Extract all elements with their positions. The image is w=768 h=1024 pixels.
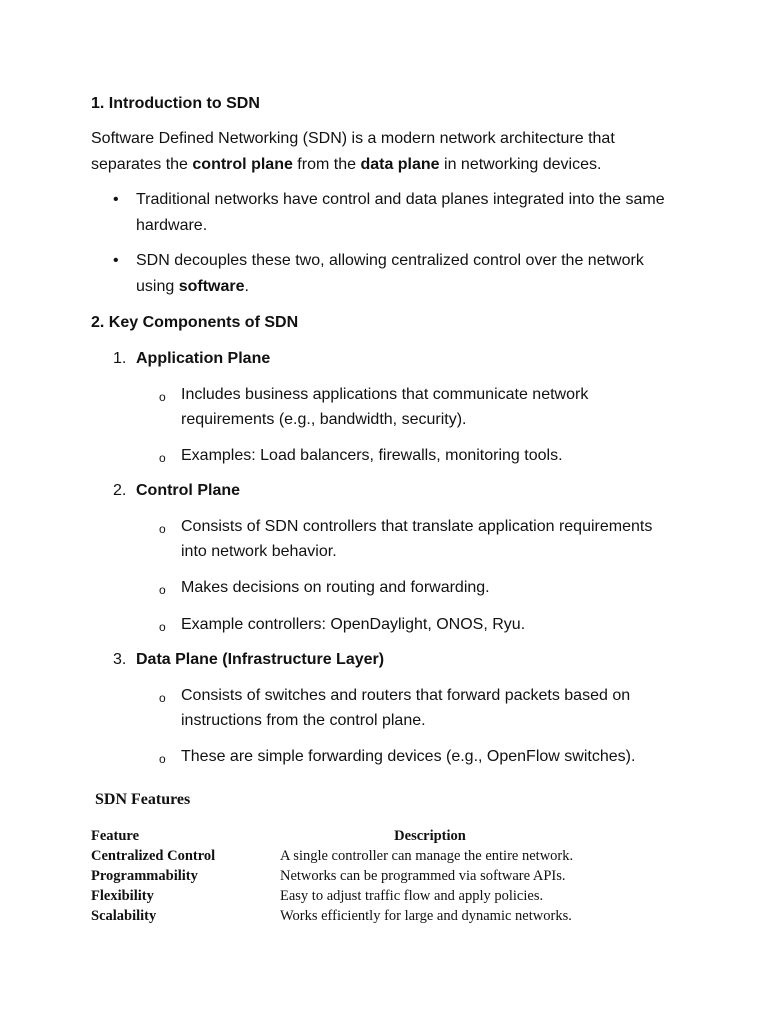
item-1-point-1-line-2: requirements (e.g., bandwidth, security). [181,411,467,428]
bullet-1-marker: • [113,191,119,208]
table-row [91,888,580,908]
description-cell: Easy to adjust traffic flow and apply policies. [280,888,544,904]
bullet-2-software: software [178,278,245,295]
sub-marker-icon: o [159,451,166,465]
feature-cell: Flexibility [91,888,154,904]
intro-text-e: in networking devices. [439,156,602,173]
sub-marker-icon: o [159,522,166,536]
item-1-point-1-line-1: Includes business applications that communicate network [181,386,589,403]
description-cell: A single controller can manage the entire network. [280,848,574,864]
table-row [91,848,580,868]
intro-paragraph-line-2 [91,156,601,174]
sub-marker-icon: o [159,752,166,766]
sub-marker-icon: o [159,691,166,705]
section-1-heading: 1. Introduction to SDN [91,95,260,112]
intro-text-c: from the [292,156,361,173]
feature-cell: Programmability [91,868,198,884]
item-3-point-1-line-1: Consists of switches and routers that forward packets based on [181,687,631,704]
sub-marker-icon: o [159,583,166,597]
bullet-1-line-2: hardware. [136,217,208,234]
bullet-2-text-c: . [244,278,249,295]
item-2-point-3: Example controllers: OpenDaylight, ONOS, Ryu. [181,616,526,633]
feature-cell: Centralized Control [91,848,216,864]
item-2-number: 2. [113,482,127,499]
item-1-number: 1. [113,350,127,367]
intro-text-a: separates the [91,156,193,173]
table-header-row [91,828,580,848]
bullet-1-line-1: Traditional networks have control and data planes integrated into the same [136,191,665,208]
item-2-title: Control Plane [136,482,241,499]
item-2-point-1-line-2: into network behavior. [181,543,337,560]
table-row [91,908,580,928]
feature-cell: Scalability [91,908,157,924]
item-2-point-1-line-1: Consists of SDN controllers that translate application requirements [181,518,653,535]
bullet-2-line-2 [136,278,249,296]
features-table [91,828,580,928]
bullet-2-text-a: using [136,278,179,295]
sub-marker-icon: o [159,390,166,404]
item-2-point-2: Makes decisions on routing and forwarding. [181,579,490,596]
bullet-2-line-1: SDN decouples these two, allowing centralized control over the network [136,252,644,269]
section-2-heading: 2. Key Components of SDN [91,314,299,331]
item-3-point-2: These are simple forwarding devices (e.g., OpenFlow switches). [181,748,636,765]
intro-data-plane: data plane [360,156,440,173]
sub-marker-icon: o [159,620,166,634]
bullet-2-marker: • [113,252,119,269]
description-cell: Works efficiently for large and dynamic networks. [280,908,572,924]
header-feature: Feature [91,828,140,844]
item-3-point-1-line-2: instructions from the control plane. [181,712,426,729]
intro-control-plane: control plane [192,156,293,173]
description-cell: Networks can be programmed via software APIs. [280,868,566,884]
item-1-title: Application Plane [136,350,271,367]
table-row [91,868,580,888]
item-3-number: 3. [113,651,127,668]
item-1-point-2: Examples: Load balancers, firewalls, monitoring tools. [181,447,563,464]
intro-paragraph-line-1: Software Defined Networking (SDN) is a modern network architecture that [91,130,615,147]
item-3-title: Data Plane (Infrastructure Layer) [136,651,385,668]
features-title: SDN Features [95,791,191,808]
header-description: Description [394,828,466,844]
